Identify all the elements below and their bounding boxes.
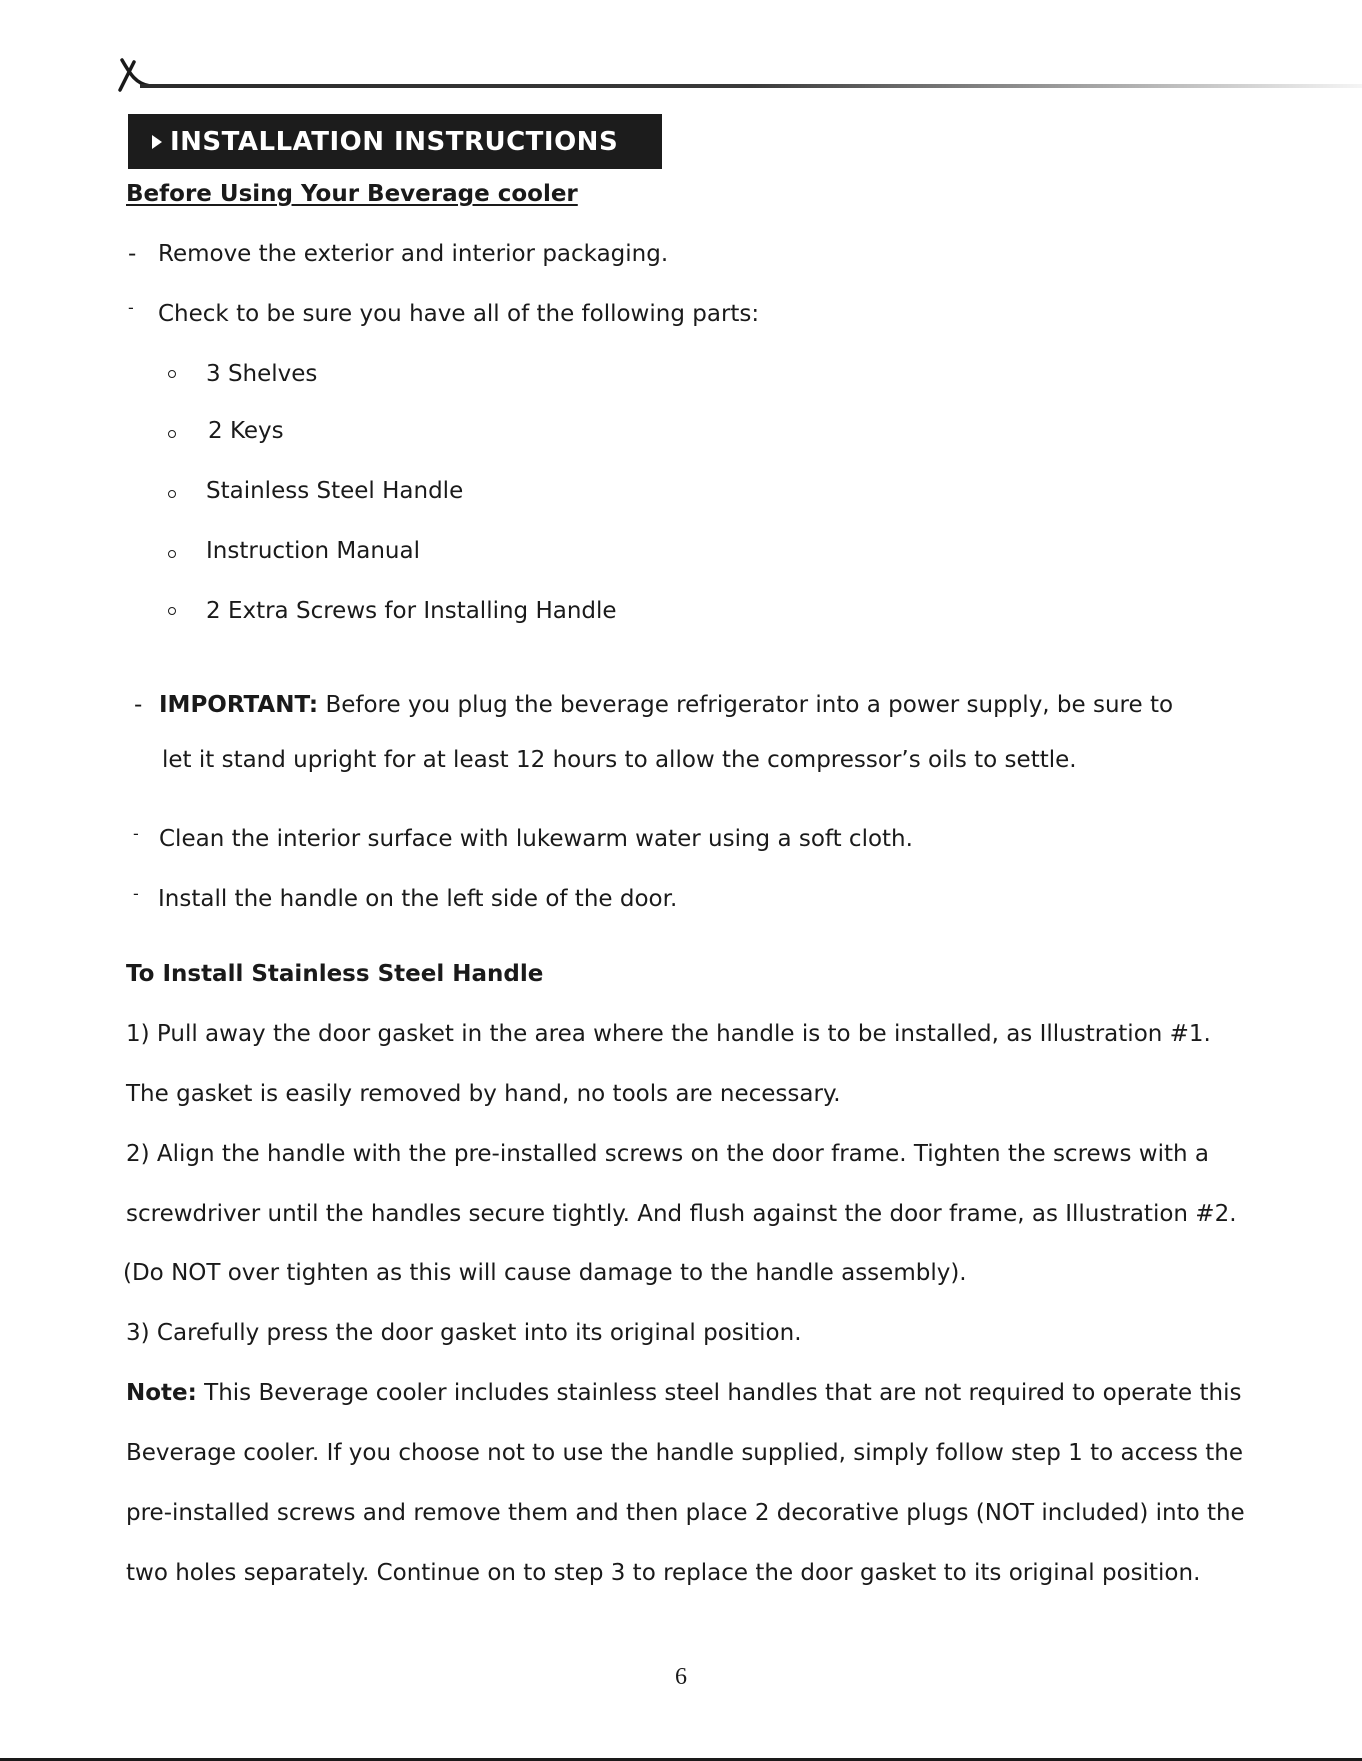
note-line (126, 1382, 1241, 1405)
parts-item: Stainless Steel Handle (206, 478, 464, 504)
triangle-right-icon (152, 135, 162, 149)
bullet-circle-icon (168, 607, 176, 615)
instruction-line: 1) Pull away the door gasket in the area where the handle is to be installed, as Illustration #1. (126, 1021, 1211, 1047)
parts-item: 2 Extra Screws for Installing Handle (206, 598, 617, 624)
section-title: INSTALLATION INSTRUCTIONS (170, 126, 619, 157)
note-line: two holes separately. Continue on to step 3 to replace the door gasket to its original position. (126, 1560, 1201, 1586)
install-handle-heading: To Install Stainless Steel Handle (126, 961, 544, 987)
list-item: Remove the exterior and interior packaging. (158, 241, 669, 267)
bullet-circle-icon (168, 430, 176, 438)
important-text-continued: let it stand upright for at least 12 hours to allow the compressor’s oils to settle. (162, 747, 1077, 773)
instruction-line: 3) Carefully press the door gasket into its original position. (126, 1320, 802, 1346)
important-label: IMPORTANT: (159, 692, 319, 718)
note-line: pre-installed screws and remove them and then place 2 decorative plugs (NOT included) into the (126, 1500, 1245, 1526)
instruction-line: The gasket is easily removed by hand, no tools are necessary. (126, 1081, 841, 1107)
instruction-line: 2) Align the handle with the pre-installed screws on the door frame. Tighten the screws with a (126, 1141, 1209, 1167)
list-dash: - (128, 241, 137, 267)
list-dash: - (128, 298, 134, 317)
bullet-circle-icon (168, 490, 176, 498)
list-item: Check to be sure you have all of the following parts: (158, 301, 760, 327)
important-line (159, 694, 1173, 717)
note-label: Note: (126, 1380, 197, 1406)
list-dash: - (134, 692, 143, 718)
instruction-line: screwdriver until the handles secure tightly. And flush against the door frame, as Illustration #2. (126, 1201, 1237, 1227)
note-line: Beverage cooler. If you choose not to use the handle supplied, simply follow step 1 to access the (126, 1440, 1244, 1466)
bullet-circle-icon (168, 370, 176, 378)
page-number: 6 (675, 1664, 687, 1690)
list-dash: - (133, 884, 139, 903)
bullet-circle-icon (168, 550, 176, 558)
important-text: Before you plug the beverage refrigerator into a power supply, be sure to (325, 692, 1174, 718)
list-item: Install the handle on the left side of the door. (158, 886, 678, 912)
parts-item: Instruction Manual (206, 538, 420, 564)
list-dash: - (133, 824, 139, 843)
list-item: Clean the interior surface with lukewarm water using a soft cloth. (159, 826, 913, 852)
header-rule (140, 84, 1362, 88)
before-using-heading: Before Using Your Beverage cooler (126, 181, 578, 207)
section-banner (128, 114, 662, 169)
note-text: This Beverage cooler includes stainless steel handles that are not required to operate this (204, 1380, 1242, 1406)
instruction-line: (Do NOT over tighten as this will cause damage to the handle assembly). (123, 1260, 967, 1286)
parts-item: 3 Shelves (206, 361, 318, 387)
parts-item: 2 Keys (208, 418, 284, 444)
